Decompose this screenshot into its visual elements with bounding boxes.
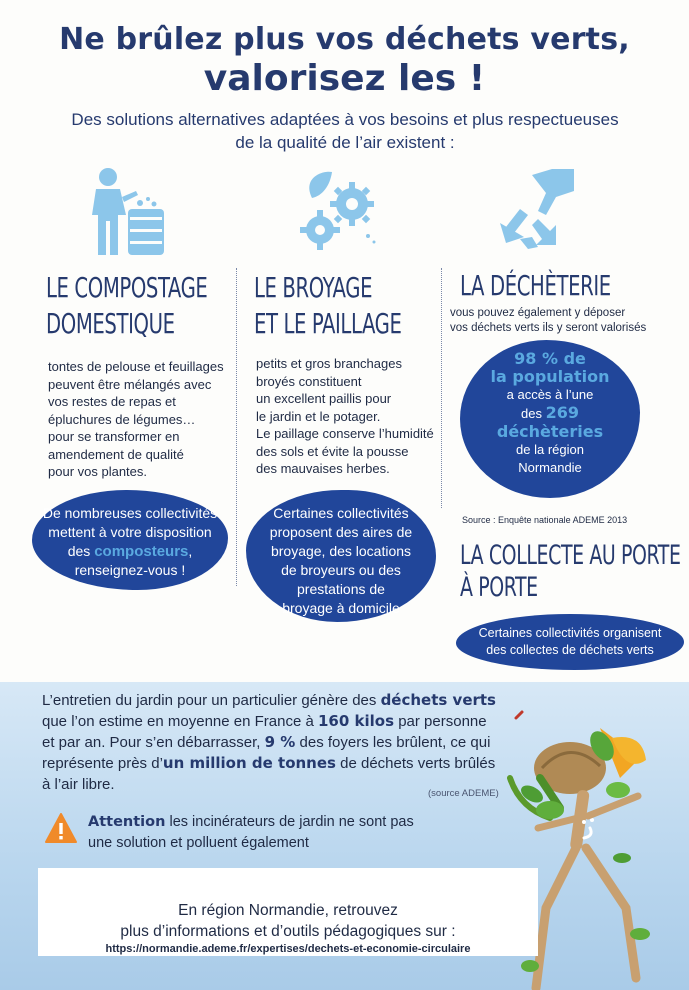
broyage-bubble-line: Certaines collectivités <box>273 505 409 521</box>
bubble-text: des <box>67 543 95 559</box>
compostage-heading <box>46 270 207 342</box>
info-text: des foyers les brûlent, ce qui <box>295 734 491 751</box>
info-text: et par an. Pour s’en débarrasser, <box>42 734 265 751</box>
compostage-bubble-line <box>32 542 228 561</box>
stat-text-line: de la région <box>516 442 584 457</box>
compostage-text-line: tontes de pelouse et feuillages <box>48 359 224 374</box>
decheterie-text-line: vos déchets verts ils y seront valorisés <box>450 322 647 334</box>
broyage-text <box>256 355 441 478</box>
attention-body: les incinérateurs de jardin ne sont pas <box>165 814 414 830</box>
info-source: (source ADEME) <box>428 788 499 799</box>
warning-icon <box>44 812 78 844</box>
footer-text <box>38 900 538 942</box>
broyage-text-line: un excellent paillis pour <box>256 391 392 406</box>
decheterie-heading: LA DÉCHÈTERIE <box>460 269 611 302</box>
compostage-heading-line2: DOMESTIQUE <box>46 307 175 340</box>
compostage-text-line: pour vos plantes. <box>48 464 148 479</box>
compostage-text-line: vos restes de repas et <box>48 394 176 409</box>
decheterie-text-line: vous pouvez également y déposer <box>450 307 626 319</box>
stat-decheteries: déchèteries <box>496 422 604 441</box>
broyage-text-line: Le paillage conserve l’humidité <box>256 426 434 441</box>
collecte-heading-line2: À PORTE <box>460 572 538 603</box>
subtitle-line2: de la qualité de l’air existent : <box>235 133 455 152</box>
subtitle-line1: Des solutions alternatives adaptées à vos besoins et plus respectueuses <box>71 110 619 129</box>
broyage-text-line: des mauvaises herbes. <box>256 461 390 476</box>
column-divider <box>441 268 443 508</box>
compostage-text-line: épluchures de légumes… <box>48 411 196 427</box>
info-line <box>42 690 512 711</box>
composteurs-highlight: composteurs <box>94 543 189 560</box>
info-highlight: un million de tonnes <box>162 754 336 772</box>
info-text: représente près d’ <box>42 755 163 772</box>
broyage-heading-line2: ET LE PAILLAGE <box>254 307 402 340</box>
broyage-heading-line1: LE BROYAGE <box>254 271 373 304</box>
page-subtitle <box>40 108 650 154</box>
compostage-bubble <box>32 490 228 590</box>
footer-line1: En région Normandie, retrouvez <box>178 902 398 919</box>
broyage-bubble-line: proposent des aires de <box>269 524 413 540</box>
attention-text <box>88 812 448 854</box>
stat-number: 269 <box>545 403 579 422</box>
collecte-heading-line1: LA COLLECTE AU PORTE <box>460 540 681 571</box>
broyage-bubble <box>246 490 436 622</box>
hand-recycle-icon <box>492 165 580 257</box>
decheterie-stat-bubble <box>460 340 640 498</box>
info-text: que l’on estime en moyenne en France à <box>42 713 318 730</box>
info-line: à l’air libre. <box>42 776 115 793</box>
attention-label: Attention <box>88 814 166 830</box>
broyage-bubble-line: broyage, des locations <box>270 543 412 559</box>
stat-text: des <box>521 406 546 421</box>
broyage-text-line: le jardin et le potager. <box>256 408 381 424</box>
broyage-text-line: broyés constituent <box>256 373 362 389</box>
stat-percentage: 98 % de <box>514 349 586 368</box>
info-highlight: 160 kilos <box>318 712 395 730</box>
leaf-gears-icon <box>292 168 382 256</box>
column-divider <box>236 268 238 586</box>
footer-url-link[interactable]: https://normandie.ademe.fr/expertises/dechets-et-economie-circulaire <box>105 943 471 955</box>
compostage-text-line: amendement de qualité <box>48 446 184 462</box>
person-compost-icon <box>88 165 168 257</box>
info-paragraph <box>42 690 512 795</box>
attention-line <box>88 812 448 833</box>
compostage-bubble-line: mettent à votre disposition <box>48 524 212 540</box>
info-line <box>42 753 512 774</box>
info-line <box>42 711 512 732</box>
stat-text-line: Normandie <box>518 460 582 475</box>
stat-text-line <box>460 404 640 423</box>
collecte-bubble <box>456 614 684 670</box>
broyage-text-line: des sols et évite la pousse <box>256 443 409 459</box>
compostage-bubble-line: renseignez-vous ! <box>74 562 186 578</box>
stat-text-line: a accès à l’une <box>506 387 594 402</box>
decheterie-source: Source : Enquête nationale ADEME 2013 <box>462 515 628 525</box>
compostage-text-line: peuvent être mélangés avec <box>48 376 212 392</box>
page-title-line1: Ne brûlez plus vos déchets verts, <box>59 22 630 57</box>
info-highlight: déchets verts <box>380 691 496 709</box>
info-text: de déchets verts brûlés <box>335 755 496 772</box>
footer-line2: plus d’informations et d’outils pédagogiques sur : <box>120 923 456 940</box>
collecte-bubble-line: Certaines collectivités organisent <box>478 626 662 640</box>
broyage-bubble-line: broyage à domicile <box>282 600 400 616</box>
attention-line: une solution et polluent également <box>88 835 309 851</box>
info-line <box>42 732 512 753</box>
compostage-heading-line1: LE COMPOSTAGE <box>46 271 208 304</box>
broyage-text-line: petits et gros branchages <box>256 356 402 371</box>
collecte-heading <box>460 540 681 604</box>
page-title-line2: valorisez les ! <box>203 58 486 99</box>
stat-population: la population <box>490 367 610 386</box>
compostage-text <box>48 358 233 481</box>
collecte-bubble-line: des collectes de déchets verts <box>486 643 654 657</box>
info-highlight: 9 % <box>264 733 296 751</box>
broyage-heading <box>254 270 402 342</box>
info-text: par personne <box>394 713 487 730</box>
compostage-text-line: pour se transformer en <box>48 429 180 444</box>
broyage-bubble-line: prestations de <box>297 581 385 597</box>
broyage-bubble-line: de broyeurs ou des <box>281 562 401 578</box>
compostage-bubble-line: De nombreuses collectivités <box>42 505 218 521</box>
decheterie-text <box>450 306 685 336</box>
info-text: L’entretien du jardin pour un particulier génère des <box>42 692 381 709</box>
bubble-text: , <box>188 543 193 559</box>
